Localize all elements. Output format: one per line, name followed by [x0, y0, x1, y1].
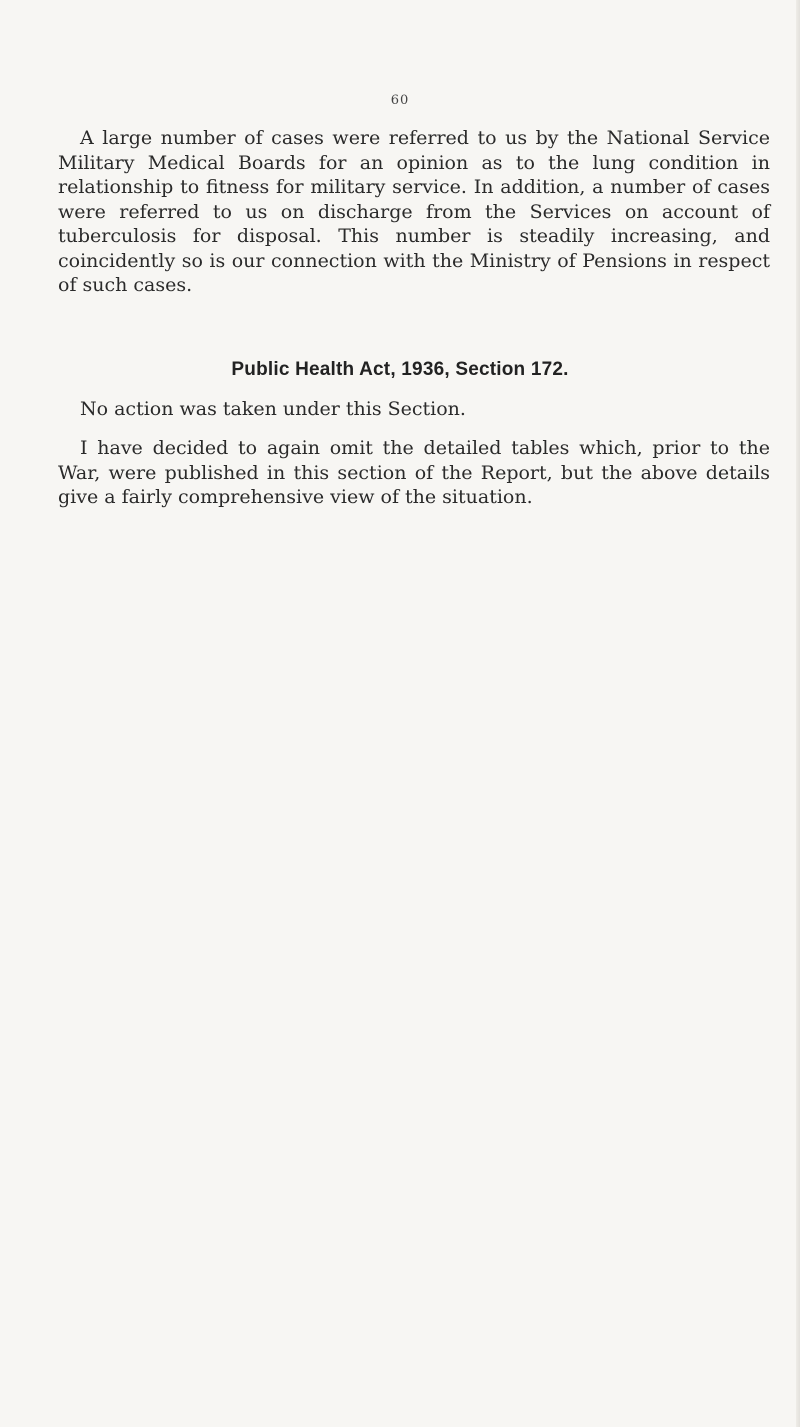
paragraph-military-referrals: A large number of cases were referred to us by the National Service Military Medical Boards for an opinion as to the lung condition in relationship to fitness for military service. In addition, a number of cases were referred to us on discharge from the Services on account of tuberculosis for disposal. This number is steadily increasing, and coincidently so is our connection with the Ministry of Pensions in respect of such cases.	[58, 127, 770, 296]
paragraph-no-action: No action was taken under this Section.	[80, 398, 466, 420]
section-heading: Public Health Act, 1936, Section 172.	[231, 359, 569, 380]
page-number: 60	[390, 93, 410, 108]
paragraph-omit-tables: I have decided to again omit the detailed tables which, prior to the War, were published in this section of the Report, but the above details give a fairly comprehensive view of the situation.	[58, 437, 770, 508]
page-edge-shadow	[796, 0, 800, 1427]
